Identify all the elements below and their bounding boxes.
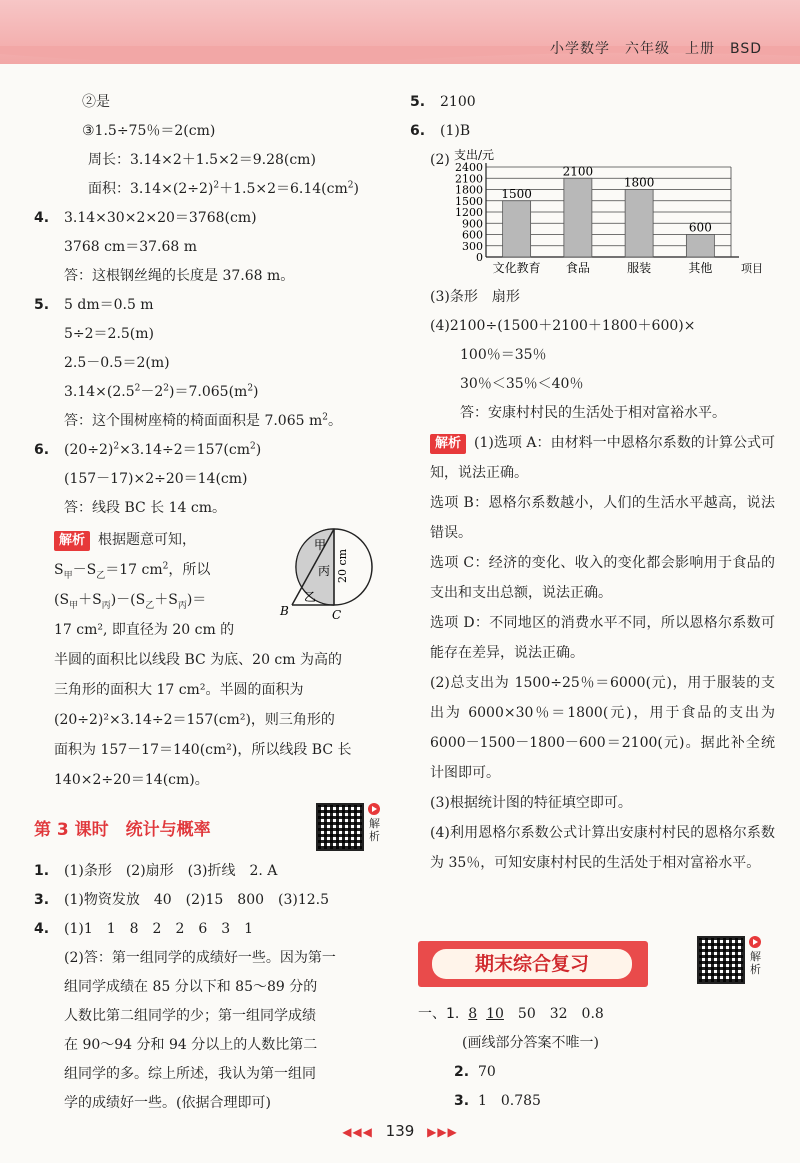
play-icon — [368, 803, 380, 815]
qr-label: 解析 — [750, 950, 761, 976]
y-axis-label: 支出/元 — [454, 148, 495, 162]
review-banner — [418, 941, 648, 987]
answer-line: 2.5－0.5＝2(m) — [64, 355, 170, 371]
page-number: 139 — [385, 1122, 415, 1140]
page-footer — [0, 1122, 800, 1140]
answer-line: 人数比第二组同学的少；第一组同学成绩 — [64, 1008, 316, 1024]
answer-line: $3.14\times(2.5^2-2^2)=7.065(m^2)$ — [64, 383, 259, 400]
review-answers — [418, 1000, 778, 1116]
review-q3: 3. 1 0.785 — [454, 1093, 541, 1109]
answer-line: (157－17)×2÷20＝14(cm) — [64, 471, 248, 487]
label-bing: 丙 — [318, 564, 331, 578]
answer-line: ②是 — [82, 94, 110, 110]
answer-line: (2) — [430, 152, 450, 168]
bar-食品 — [564, 178, 592, 257]
review-q1: 一、1. 8 10 50 32 0.8 — [418, 1006, 604, 1022]
jiexi-tag: 解析 — [430, 434, 466, 454]
jiexi-tag: 解析 — [54, 531, 90, 551]
bar-服装 — [625, 190, 653, 258]
y-tick-label: 1800 — [455, 183, 483, 197]
lesson-title: 第 3 课时 统计与概率 — [34, 820, 211, 840]
explanation-block: 解析 根据题意可知， $S_甲-S_乙=17$ $cm^2$，所以 $(S_甲+S_丙)-(S_乙+S_丙)=$ 17 cm², 即直径为 20 cm 的 半圆的面积比以线段 BC 为底、20 cm 为高的 三角形的面积大 17 cm²。半圆的面积为 (20÷2)²×3.14÷2＝157(cm²)，则三角形的 面积为 157－17＝140(cm²)，所以线段 BC 长 140×2÷20＝14(cm)。 甲 丙 乙 B C 20 cm — [34, 525, 399, 795]
review-title: 期末综合复习 — [432, 949, 632, 979]
x-tick-label: 食品 — [565, 261, 590, 275]
explanation-right: 解析 (1)选项 A：由材料一中恩格尔系数的计算公式可知，说法正确。 选项 B：恩格尔系数越小，人们的生活水平越高，说法错误。 选项 C：经济的变化、收入的变化都会影响用于食品的支出和支出总额，说法正确。 选项 D：不同地区的消费水平不同，所以恩格尔系数可能存在差异，说法正确。 (2)总支出为 1500÷25％＝6000(元)，用于服装的支出为 6000×30％＝1800(元)，用于食品的支出为 6000－1500－1800－600＝2100(元)。据此补全统计图即可。 (3)根据统计图的特征填空即可。 (4)利用恩格尔系数公式计算出安康村村民的恩格尔系数为 35％，可知安康村村民的生活处于相对富裕水平。 — [430, 435, 775, 871]
answer-line: 周长：3.14×2＋1.5×2＝9.28(cm) — [88, 152, 316, 168]
question-4: 4. 3.14×30×2×20＝3768(cm) — [34, 210, 257, 226]
label-B: B — [280, 604, 289, 618]
qr-code-icon[interactable] — [316, 803, 364, 851]
answer-line: 学的成绩好一些。(依据合理即可) — [64, 1095, 271, 1111]
bar-value-label: 1800 — [623, 175, 655, 190]
label-C: C — [332, 608, 342, 621]
label-yi: 乙 — [304, 590, 317, 604]
answer-line: 3768 cm＝37.68 m — [64, 239, 197, 255]
right-column — [410, 88, 775, 878]
review-q2: 2. 70 — [454, 1064, 496, 1080]
answer-line: 100％＝35％ — [460, 347, 547, 363]
answer-line: (3)条形 扇形 — [430, 289, 520, 305]
play-icon — [749, 936, 761, 948]
x-tick-label: 其他 — [688, 261, 713, 275]
stat-q3: 3. (1)物资发放 40 (2)15 800 (3)12.5 — [34, 892, 330, 908]
answer-line: 组同学的多。综上所述，我认为第一组同 — [64, 1066, 316, 1082]
prev-arrows-icon: ◀◀◀ — [342, 1125, 373, 1139]
answer-line: 5÷2＝2.5(m) — [64, 326, 155, 342]
answer-line: (4)2100÷(1500＋2100＋1800＋600)× — [430, 318, 696, 334]
answer-line: 在 90～94 分和 94 分以上的人数比第二 — [64, 1037, 318, 1053]
label-jia: 甲 — [314, 538, 327, 552]
label-20cm: 20 cm — [336, 548, 349, 583]
answer-line: 答：安康村村民的生活处于相对富裕水平。 — [460, 405, 726, 421]
y-tick-label: 600 — [462, 228, 483, 242]
stat-q4: 4. (1)1 1 8 2 2 6 3 1 — [34, 921, 254, 937]
y-tick-label: 300 — [462, 239, 483, 253]
review-note: (画线部分答案不唯一) — [462, 1035, 599, 1051]
y-tick-label: 900 — [462, 217, 483, 231]
question-5: 5. 5 dm＝0.5 m — [34, 297, 154, 313]
answer-line: 答：这根钢丝绳的长度是 37.68 m。 — [64, 268, 295, 284]
question-6-right: 6. (1)B — [410, 123, 471, 139]
x-tick-label: 文化教育 — [492, 261, 541, 275]
y-tick-label: 2400 — [455, 161, 483, 174]
lesson-header — [34, 803, 399, 849]
bar-其他 — [686, 235, 714, 258]
bar-value-label: 1500 — [501, 186, 532, 201]
qr-label: 解析 — [369, 817, 380, 843]
answer-line: 面积：$3.14\times(2\div 2)^2+1.5\times 2=6.14(cm^2)$ — [88, 180, 359, 197]
answer-line: 答：线段 BC 长 14 cm。 — [64, 500, 226, 516]
question-6: 6. $(20\div 2)^2\times 3.14\div 2=157(cm^2)$ — [34, 441, 262, 458]
stat-q1: 1. (1)条形 (2)扇形 (3)折线 2. A — [34, 863, 278, 879]
question-5-right: 5. 2100 — [410, 94, 476, 110]
y-tick-label: 0 — [476, 251, 483, 264]
x-tick-label: 服装 — [627, 261, 652, 275]
semicircle-figure — [278, 525, 374, 621]
y-tick-label: 1200 — [455, 206, 483, 219]
bar-value-label: 600 — [688, 220, 712, 235]
answer-line: 30％＜35％＜40％ — [460, 376, 584, 392]
answer-line: (2)答：第一组同学的成绩好一些。因为第一 — [64, 950, 336, 966]
answer-line: 组同学成绩在 85 分以下和 85～89 分的 — [64, 979, 318, 995]
bar-文化教育 — [503, 201, 531, 257]
qr-code-icon[interactable] — [697, 936, 745, 984]
y-tick-label: 1500 — [455, 194, 483, 208]
answer-line: ③1.5÷75％＝2(cm) — [82, 123, 216, 139]
left-column — [34, 88, 399, 1118]
bar-value-label: 2100 — [562, 164, 594, 179]
next-arrows-icon: ▶▶▶ — [427, 1125, 458, 1139]
x-axis-label: 项目 — [741, 262, 763, 275]
header-title: 小学数学 六年级 上册 BSD — [549, 41, 762, 57]
y-tick-label: 2100 — [455, 172, 483, 186]
answer-line: 答：这个围树座椅的椅面面积是 7.065 $m^2$。 — [64, 412, 342, 429]
